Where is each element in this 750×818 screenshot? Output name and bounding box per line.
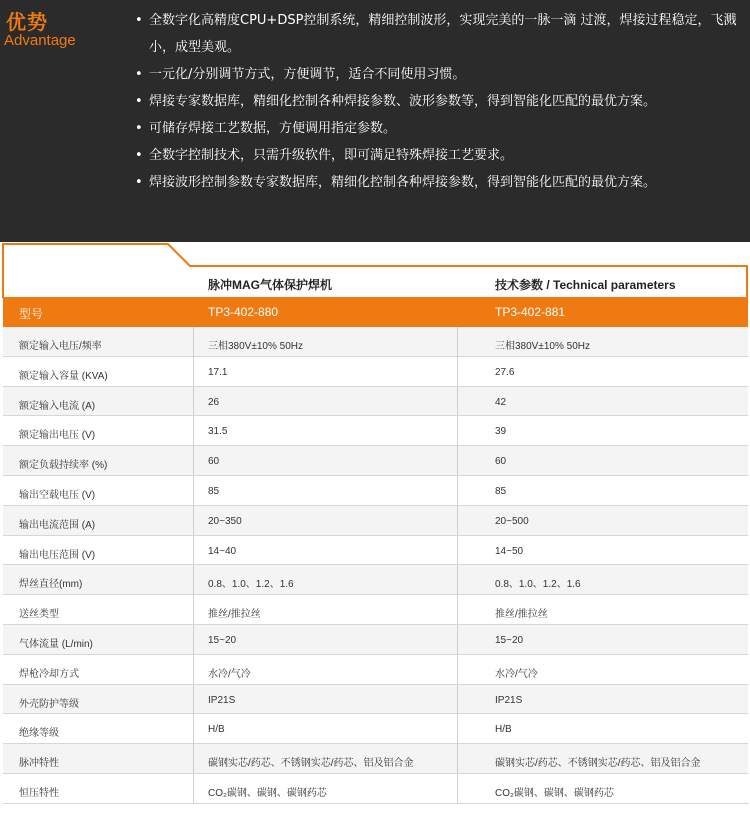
divider	[193, 506, 194, 535]
table-row	[3, 595, 748, 625]
table-row	[3, 744, 748, 774]
advantage-list	[133, 7, 743, 196]
param-name: 额定输入电流 (A)	[19, 400, 96, 412]
divider	[193, 446, 194, 475]
advantage-item: • 焊接专家数据库，精细化控制各种焊接参数、波形参数等，得到智能化匹配的最优方案。	[133, 88, 743, 115]
divider	[457, 387, 458, 416]
param-name: 输出电流范围 (A)	[19, 519, 96, 531]
model-label: 型号	[19, 307, 44, 321]
divider	[457, 476, 458, 505]
param-name: 额定输入容量 (KVA)	[19, 370, 108, 382]
table-row	[3, 416, 748, 446]
divider	[457, 565, 458, 594]
param-value-1: H/B	[208, 724, 225, 736]
table-row	[3, 685, 748, 715]
param-value-2: CO₂碳钢、碳钢、碳钢药芯	[495, 787, 614, 799]
divider	[457, 327, 458, 356]
param-value-1: 碳钢实芯/药芯、不锈钢实芯/药芯、铝及铝合金	[208, 758, 414, 770]
advantage-item: • 全数字化高精度CPU+DSP控制系统，精细控制波形，实现完美的一脉一滴 过渡，焊接过程稳定，飞溅小，成型美观。	[133, 7, 743, 61]
divider	[457, 655, 458, 684]
divider	[457, 595, 458, 624]
divider	[457, 774, 458, 803]
divider	[193, 625, 194, 654]
divider	[193, 357, 194, 386]
table-body	[3, 327, 748, 804]
param-name: 送丝类型	[19, 609, 59, 621]
param-value-1: 17.1	[208, 366, 228, 378]
divider	[193, 536, 194, 565]
param-value-1: 14~40	[208, 545, 237, 557]
divider	[457, 744, 458, 773]
param-name: 恒压特性	[19, 787, 59, 799]
advantage-item: • 全数字控制技术，只需升级软件，即可满足特殊焊接工艺要求。	[133, 142, 743, 169]
param-value-1: 26	[208, 396, 220, 408]
advantage-title-cn: 优势	[6, 10, 48, 34]
param-name: 气体流量 (L/min)	[19, 638, 93, 650]
table-row	[3, 506, 748, 536]
param-value-2: 42	[495, 396, 507, 408]
model-row	[3, 297, 748, 327]
divider	[193, 685, 194, 714]
param-value-1: 0.8、1.0、1.2、1.6	[208, 579, 294, 591]
param-value-2: 27.6	[495, 366, 515, 378]
param-name: 脉冲特性	[19, 758, 59, 770]
param-name: 绝缘等级	[19, 728, 59, 740]
param-value-2: 碳钢实芯/药芯、不锈钢实芯/药芯、铝及铝合金	[495, 758, 701, 770]
divider	[193, 387, 194, 416]
table-row	[3, 446, 748, 476]
divider	[457, 506, 458, 535]
table-row	[3, 655, 748, 685]
advantage-title-en: Advantage	[4, 32, 76, 49]
table-row	[3, 565, 748, 595]
param-value-2: 三相380V±10% 50Hz	[495, 341, 590, 352]
divider	[457, 685, 458, 714]
divider	[457, 416, 458, 445]
param-value-1: 水冷/气冷	[208, 668, 251, 680]
divider	[457, 536, 458, 565]
param-value-2: IP21S	[495, 694, 523, 706]
param-value-1: 60	[208, 456, 220, 468]
param-value-2: 推丝/推拉丝	[495, 609, 548, 621]
table-row	[3, 774, 748, 804]
divider	[457, 714, 458, 743]
param-value-2: 14~50	[495, 545, 524, 557]
param-value-1: 三相380V±10% 50Hz	[208, 341, 303, 352]
param-value-2: 0.8、1.0、1.2、1.6	[495, 579, 581, 591]
divider	[193, 565, 194, 594]
param-value-1: 20~350	[208, 515, 242, 527]
divider	[193, 327, 194, 356]
model-value-1: TP3-402-880	[208, 305, 279, 319]
param-value-2: 39	[495, 426, 507, 438]
advantage-item: • 可储存焊接工艺数据，方便调用指定参数。	[133, 115, 743, 142]
table-row	[3, 387, 748, 417]
header-col1: 脉冲MAG气体保护焊机	[208, 278, 332, 292]
table-row	[3, 327, 748, 357]
divider	[193, 744, 194, 773]
table-row	[3, 536, 748, 566]
param-value-2: 85	[495, 485, 507, 497]
parameter-table	[0, 242, 750, 818]
param-name: 额定输出电压 (V)	[19, 430, 96, 442]
advantage-panel	[0, 0, 750, 242]
param-value-1: IP21S	[208, 694, 236, 706]
header-col2: 技术参数 / Technical parameters	[495, 278, 676, 292]
param-value-1: 推丝/推拉丝	[208, 609, 261, 621]
model-value-2: TP3-402-881	[495, 305, 566, 319]
param-name: 输出空载电压 (V)	[19, 489, 96, 501]
param-value-2: 15~20	[495, 634, 524, 646]
param-value-1: 31.5	[208, 426, 228, 438]
param-value-1: 15~20	[208, 634, 237, 646]
param-name: 焊丝直径(mm)	[19, 579, 83, 591]
param-name: 焊枪冷却方式	[19, 668, 79, 680]
param-name: 输出电压范围 (V)	[19, 549, 96, 561]
divider	[193, 655, 194, 684]
param-name: 额定负载持续率 (%)	[19, 460, 108, 472]
param-name: 外壳防护等级	[19, 698, 79, 710]
table-row	[3, 714, 748, 744]
param-value-1: 85	[208, 485, 220, 497]
param-name: 额定输入电压/频率	[19, 341, 102, 352]
divider	[457, 357, 458, 386]
param-value-2: H/B	[495, 724, 512, 736]
table-row	[3, 625, 748, 655]
param-value-2: 20~500	[495, 515, 529, 527]
divider	[457, 446, 458, 475]
divider	[193, 714, 194, 743]
divider	[193, 595, 194, 624]
param-value-1: CO₂碳钢、碳钢、碳钢药芯	[208, 787, 327, 799]
divider	[193, 476, 194, 505]
divider	[457, 625, 458, 654]
table-row	[3, 357, 748, 387]
divider	[193, 774, 194, 803]
param-value-2: 60	[495, 456, 507, 468]
divider	[193, 416, 194, 445]
advantage-item: • 焊接波形控制参数专家数据库，精细化控制各种焊接参数，得到智能化匹配的最优方案。	[133, 169, 743, 196]
param-value-2: 水冷/气冷	[495, 668, 538, 680]
table-row	[3, 476, 748, 506]
advantage-item: • 一元化/分别调节方式，方便调节，适合不同使用习惯。	[133, 61, 743, 88]
